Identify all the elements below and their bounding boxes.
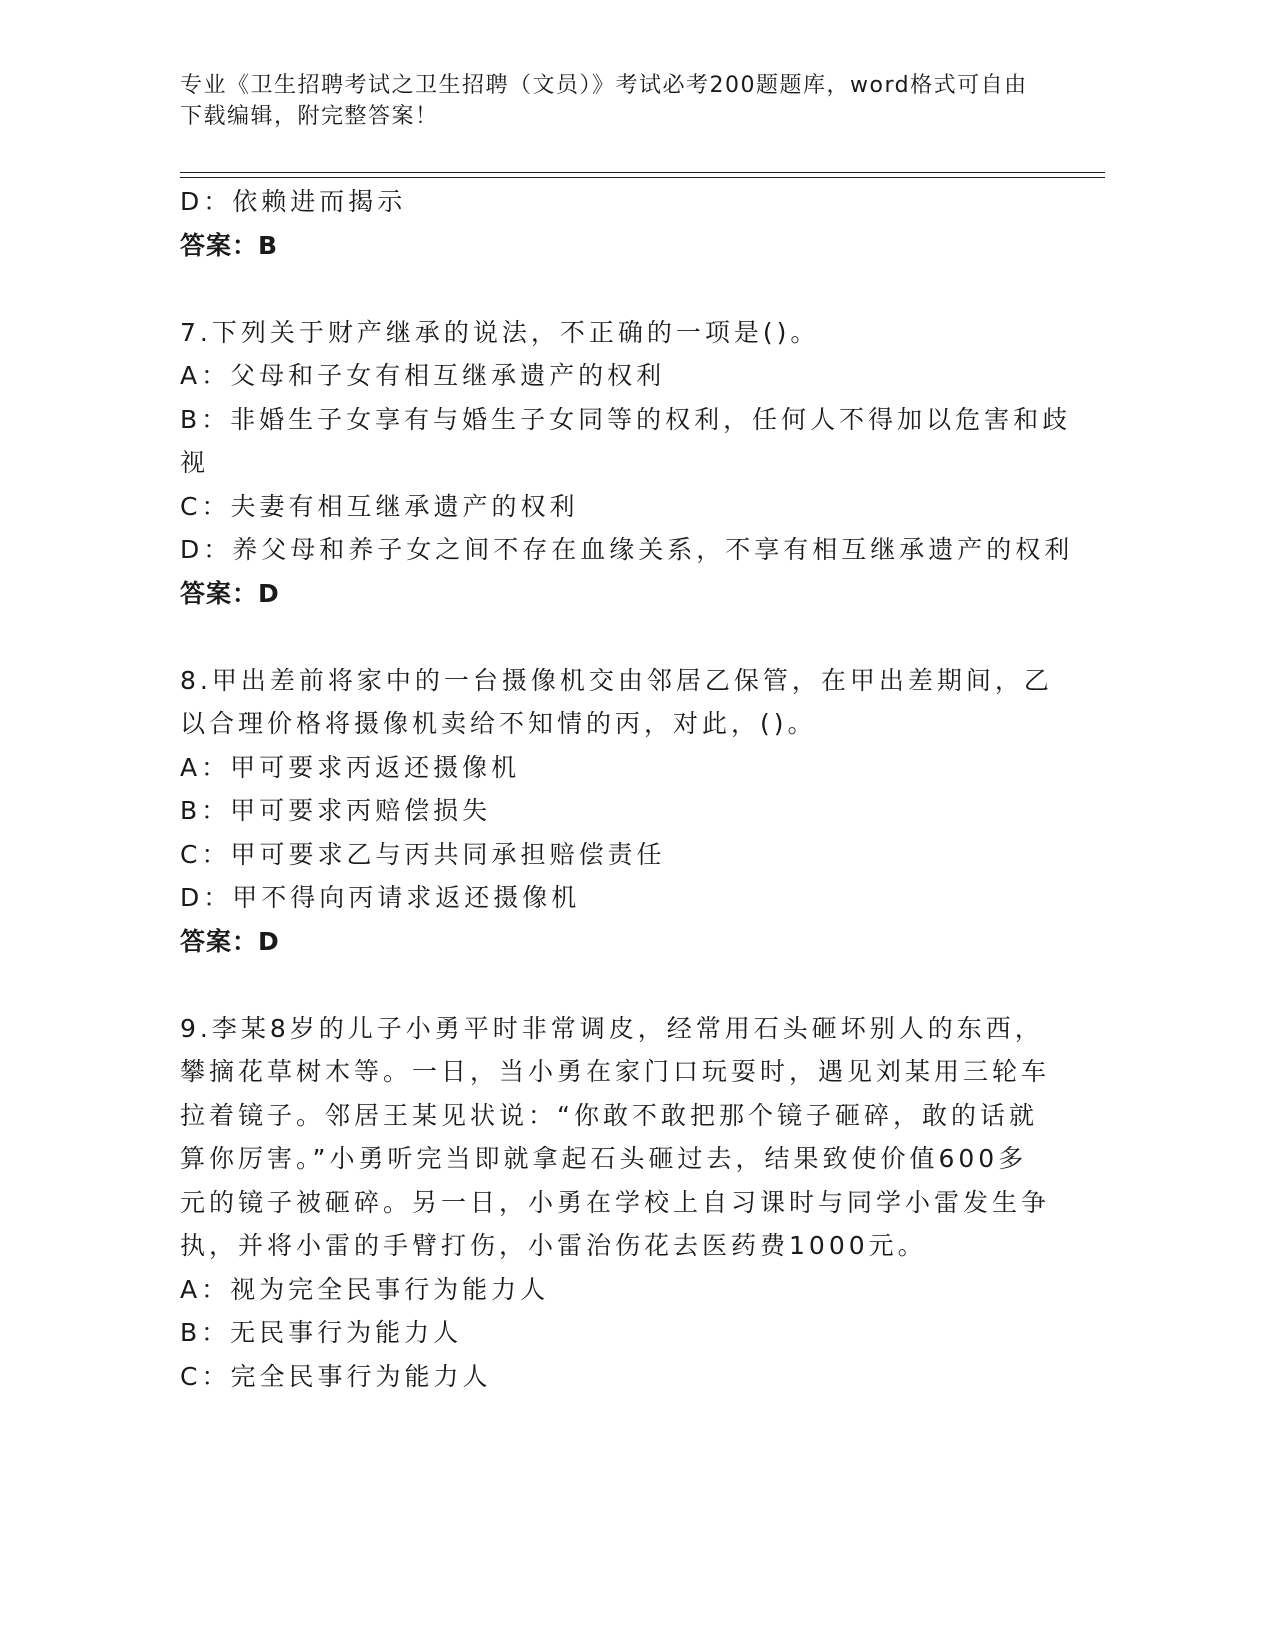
question-stem-line: 执，并将小雷的手臂打伤，小雷治伤花去医药费1000元。	[180, 1231, 927, 1260]
header-text: 专业《卫生招聘考试之卫生招聘（文员）》考试必考200题题库，word格式可自由下载编辑，附完整答案！	[180, 73, 1028, 129]
spacer	[180, 267, 1040, 311]
option-b-continued: 视	[180, 448, 210, 477]
document-body	[180, 180, 1074, 1398]
option-b: B：无民事行为能力人	[180, 1318, 463, 1347]
option-c: C：甲可要求乙与丙共同承担赔偿责任	[180, 839, 666, 869]
option-b: B：甲可要求丙赔偿损失	[180, 796, 492, 825]
question-stem-line: 以合理价格将摄像机卖给不知情的丙，对此，()。	[180, 709, 817, 738]
option-a: A：父母和子女有相互继承遗产的权利	[180, 361, 666, 390]
question-8	[180, 659, 1053, 964]
question-stem-line: 9.李某8岁的儿子小勇平时非常调皮，经常用石头砸坏别人的东西，	[180, 1013, 1044, 1043]
question-7	[180, 311, 1074, 616]
option-b: B：非婚生子女享有与婚生子女同等的权利，任何人不得加以危害和歧	[180, 404, 1072, 434]
question-stem-line: 8.甲出差前将家中的一台摄像机交由邻居乙保管，在甲出差期间，乙	[180, 665, 1053, 695]
option-d: D：甲不得向丙请求返还摄像机	[180, 883, 581, 912]
question-stem-line: 攀摘花草树木等。一日，当小勇在家门口玩耍时，遇见刘某用三轮车	[180, 1057, 1051, 1086]
option-c: C：完全民事行为能力人	[180, 1361, 492, 1391]
question-stem-line: 算你厉害。”小勇听完当即就拿起石头砸过去，结果致使价值600多	[180, 1144, 1028, 1173]
option-a: A：甲可要求丙返还摄像机	[180, 752, 521, 782]
prev-answer: 答案：B	[180, 230, 279, 260]
spacer	[180, 615, 1040, 659]
answer: 答案：D	[180, 578, 280, 608]
header-rule-bottom	[180, 177, 1105, 178]
header-rule-top	[180, 172, 1105, 173]
document-header	[180, 70, 1040, 132]
option-a: A：视为完全民事行为能力人	[180, 1274, 550, 1304]
option-c: C：夫妻有相互继承遗产的权利	[180, 491, 579, 521]
prev-option-d: D：依赖进而揭示	[180, 187, 407, 216]
question-stem-line: 元的镜子被砸碎。另一日，小勇在学校上自习课时与同学小雷发生争	[180, 1187, 1051, 1217]
answer: 答案：D	[180, 926, 280, 956]
question-9	[180, 1007, 1051, 1399]
question-stem-line: 7.下列关于财产继承的说法，不正确的一项是()。	[180, 317, 820, 347]
question-stem-line: 拉着镜子。邻居王某见状说：“你敢不敢把那个镜子砸碎，敢的话就	[180, 1100, 1038, 1130]
option-d: D：养父母和养子女之间不存在血缘关系，不享有相互继承遗产的权利	[180, 535, 1074, 564]
spacer	[180, 963, 1040, 1007]
